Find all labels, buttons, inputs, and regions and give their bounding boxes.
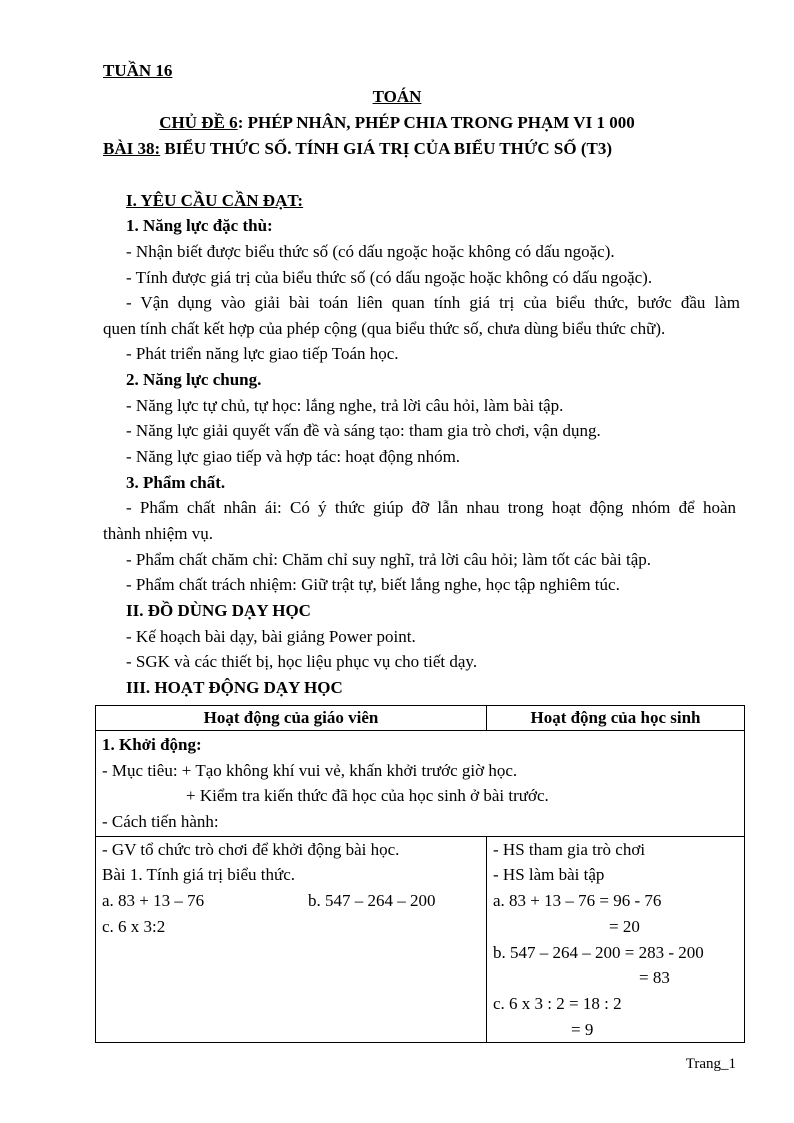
lesson-plan-table — [95, 705, 745, 1043]
section-1-sub-1: 1. Năng lực đặc thù: — [126, 216, 273, 235]
text-line: - Phát triển năng lực giao tiếp Toán học. — [126, 344, 399, 363]
text-line: - Mục tiêu: + Tạo không khí vui vẻ, khấn khởi trước giờ học. — [102, 760, 518, 780]
lesson-label: BÀI 38: — [103, 139, 161, 158]
exercise-b: b. 547 – 264 – 200 — [308, 891, 436, 911]
section-1-title: I. YÊU CẦU CẦN ĐẠT: — [126, 191, 304, 210]
page-number: Trang_1 — [685, 1056, 736, 1072]
intro-cell — [96, 731, 745, 837]
topic-label: CHỦ ĐỀ 6 — [159, 113, 238, 132]
section-2-title: II. ĐỒ DÙNG DẠY HỌC — [126, 601, 311, 620]
lesson-title — [103, 138, 612, 160]
topic-title — [0, 112, 794, 134]
table-row — [96, 836, 745, 1043]
text-line: quen tính chất kết hợp của phép cộng (qua biểu thức số, chưa dùng biểu thức chữ). — [103, 319, 666, 338]
text-line: - Kế hoạch bài dạy, bài giảng Power point. — [126, 627, 416, 646]
answer-c: c. 6 x 3 : 2 = 18 : 2 — [493, 993, 622, 1013]
activity-title: 1. Khởi động: — [102, 735, 202, 754]
text-line: - Năng lực giải quyết vấn đề và sáng tạo: tham gia trò chơi, vận dụng. — [126, 421, 601, 440]
student-cell — [487, 836, 745, 1043]
answer-b: b. 547 – 264 – 200 = 283 - 200 — [493, 942, 704, 962]
topic-text: : PHÉP NHÂN, PHÉP CHIA TRONG PHẠM VI 1 000 — [237, 113, 635, 132]
text-line: - SGK và các thiết bị, học liệu phục vụ cho tiết dạy. — [126, 652, 478, 671]
exercise-a: a. 83 + 13 – 76 — [102, 891, 205, 911]
text-line: thành nhiệm vụ. — [103, 524, 214, 543]
text-line: Bài 1. Tính giá trị biểu thức. — [102, 865, 296, 885]
text-line: - HS làm bài tập — [493, 865, 605, 885]
lesson-text: BIỂU THỨC SỐ. TÍNH GIÁ TRỊ CỦA BIỂU THỨC SỐ (T3) — [160, 139, 613, 158]
teacher-cell — [96, 836, 487, 1043]
text-line: - Tính được giá trị của biểu thức số (có dấu ngoặc hoặc không có dấu ngoặc). — [126, 268, 653, 287]
text-line: - Nhận biết được biểu thức số (có dấu ngoặc hoặc không có dấu ngoặc). — [126, 242, 615, 261]
text-line: - Phẩm chất nhân ái: Có ý thức giúp đỡ lẫn nhau trong hoạt động nhóm để hoàn — [126, 498, 736, 517]
answer-a: a. 83 + 13 – 76 = 96 - 76 — [493, 891, 662, 911]
section-3-title: III. HOẠT ĐỘNG DẠY HỌC — [126, 678, 343, 697]
section-1-sub-2: 2. Năng lực chung. — [126, 370, 262, 389]
answer-c-result: = 9 — [571, 1019, 594, 1039]
text-line: - Phẩm chất chăm chỉ: Chăm chỉ suy nghĩ, trả lời câu hỏi; làm tốt các bài tập. — [126, 550, 651, 569]
section-1-sub-3: 3. Phẩm chất. — [126, 473, 226, 492]
student-column-header: Hoạt động của học sinh — [487, 706, 745, 731]
table-row — [96, 731, 745, 837]
subject-title: TOÁN — [372, 87, 422, 106]
answer-a-result: = 20 — [609, 916, 640, 936]
text-line: - Năng lực giao tiếp và hợp tác: hoạt động nhóm. — [126, 447, 461, 466]
text-line: - HS tham gia trò chơi — [493, 839, 646, 859]
answer-b-result: = 83 — [639, 968, 670, 988]
text-line: - Vận dụng vào giải bài toán liên quan tính giá trị của biểu thức, bước đầu làm — [126, 293, 740, 312]
text-line: - Phẩm chất trách nhiệm: Giữ trật tự, biết lắng nghe, học tập nghiêm túc. — [126, 575, 620, 594]
table-header-row — [96, 706, 745, 731]
text-line: - Cách tiến hành: — [102, 812, 219, 832]
exercise-row — [102, 888, 486, 914]
text-line: - Năng lực tự chủ, tự học: lắng nghe, trả lời câu hỏi, làm bài tập. — [126, 396, 564, 415]
text-line: + Kiểm tra kiến thức đã học của học sinh ở bài trước. — [186, 786, 549, 806]
exercise-c: c. 6 x 3:2 — [102, 916, 166, 936]
teacher-column-header: Hoạt động của giáo viên — [96, 706, 487, 731]
text-line: - GV tổ chức trò chơi để khởi động bài học. — [102, 839, 400, 859]
week-label: TUẦN 16 — [103, 61, 173, 80]
